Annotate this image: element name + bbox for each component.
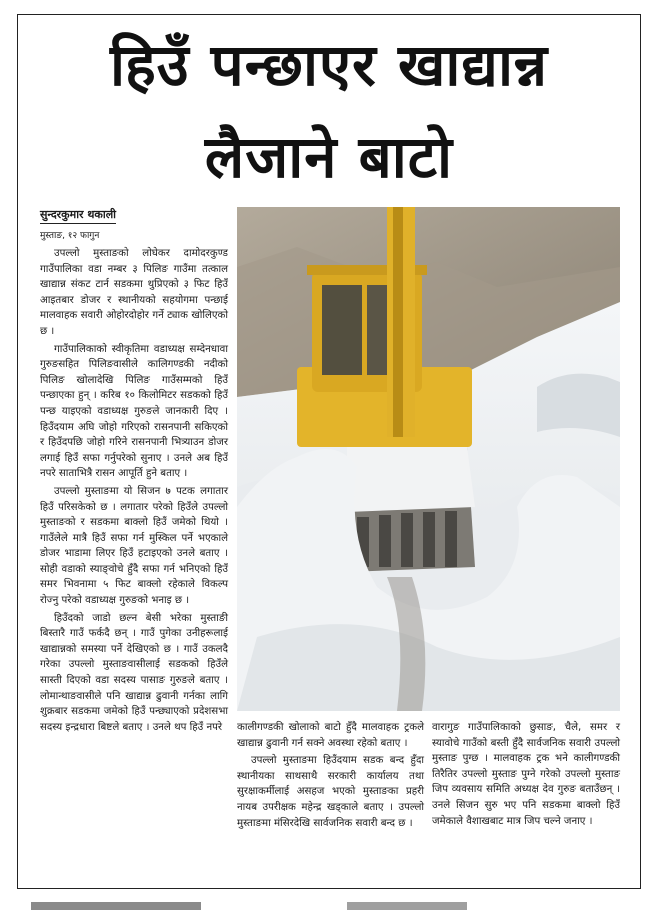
dateline: मुस्ताङ, १२ फागुन (40, 231, 100, 241)
paragraph: उपल्लो मुस्ताङमा यो सिजन ७ पटक लगातार हिउँ परिसकेको छ । लगातार परेको हिउँले उपल्लो मुस्ताङको र सडकमा बाक्लो हिउँ जमेको थियो । गाउँलेले मात्रै हिउँ सफा गर्न मुस्किल पर्ने भएकाले डोजर भाडामा लिएर हिउँ हटाइएको उनले बताए । सोही वडाको स्याङ्वोचे हुँदै सफा गर्न भनिएको हिउँ समर भिवनामा ५ फिट बाक्लो रहेकाले विकल्प रोज्नु परेको वडाध्यक्ष गुरुङको भनाइ छ । (40, 485, 228, 607)
paragraph: कालीगण्डकी खोलाको बाटो हुँदै मालवाहक ट्रकले खाद्यान्न ढुवानी गर्न सक्ने अवस्था रहेको बताए । (237, 722, 424, 749)
paragraph: हिउँदको जाडो छल्न बेसी भरेका मुस्ताङी बिस्तारै गाउँ फर्कदै छन् । गाउँ पुगेका उनीहरूलाई खाद्यान्नको समस्या पर्ने देखिएको छ । गाउँ उकलदै गरेका उपल्लो मुस्ताङवासीलाई सडकको हिउँले सास्ती दिएको वडा सदस्य पासाङ गुरुङले बताए । लोमान्थाङवासीले पनि खाद्यान्न ढुवानी गर्नका लागि शुक्रबार सडकमा जमेको हिउँ पन्छ्याएको प्रदेशसभा सदस्य इन्द्रधारा बिष्टले बताए । उनले थप हिउँ नपरे (40, 612, 228, 733)
headline-line-1: हिउँ पन्छाएर खाद्यान्न (109, 31, 549, 99)
byline (40, 207, 228, 224)
paragraph: गाउँपालिकाको स्वीकृतिमा वडाध्यक्ष सम्देनधावा गुरुङसहित पिलिङवासीले कालिगण्डकी नदीको पिलिङ खोलादेखि पिलिङ गाउँसम्मको हिउँ पन्छाएका हुन् । करिब १० किलोमिटर सडकको हिउँ पन्छ याइएको वडाध्यक्ष गुरुङले जानकारी दिए । हिउँदयाम अघि जोहो गरिएको रासनपानी सकिएको र हिउँदपछि जोहो गरिने रासनपानी भित्र्याउन डोजर लगाई हिउँ सफा गर्नुपरेको सुनाए । उनले अब हिउँ नपरे साताभित्रै रासन आपूर्ति हुने बताए । (40, 343, 228, 480)
author-name: सुन्दरकुमार थकाली (40, 207, 116, 224)
paragraph: वारागुङ गाउँपालिकाको छुसाङ, चैले, समर र स्यावोचे गाउँको बस्ती हुँदै सार्वजनिक सवारी उपल्लो मुस्ताङ पुग्छ । मालवाहक ट्रक भने कालीगण्डकी तिरैतिर उपल्लो मुस्ताङ पुग्ने गरेको उपल्लो मुस्ताङ जिप व्यवसाय समिति अध्यक्ष देव गुरुङ बताउँछन् । उनले सिजन सुरु भए पनि सडकमा बाक्लो हिउँ जमेकाले वैशाखबाट मात्र जिप चल्ने जनाए । (432, 722, 620, 827)
cutoff-text-fragments (17, 892, 641, 910)
paragraph: उपल्लो मुस्ताङमा हिउँदयाम सडक बन्द हुँदा स्थानीयका साथसाथै सरकारी कार्यालय तथा सुरक्षाकर्मीलाई असहज भएको मुस्ताङका प्रहरी नायब उपरीक्षक महेन्द्र खड्काले बताए । उपल्लो मुस्ताङमा मंसिरदेखि सार्वजनिक सवारी बन्द छ । (237, 755, 424, 829)
next-article-cutoff (17, 892, 641, 910)
news-photo-excavator (237, 207, 620, 711)
article-column-1 (40, 246, 228, 737)
photo-illustration (237, 207, 620, 711)
article-column-2 (237, 720, 424, 833)
article-column-3 (432, 720, 620, 831)
paragraph: उपल्लो मुस्ताङको लोघेकर दामोदरकुण्ड गाउँपालिका वडा नम्बर ३ पिलिङ गाउँमा तत्काल खाद्यान्न संकट टार्न सडकमा थुप्रिएको ३ फिट हिउँ आइतबार डोजर र स्थानीयको सहयोगमा पन्छाई मालवाहक सवारी ओहोरदोहोर गर्ने ट्याक खोलिएको छ । (40, 248, 228, 337)
headline-line-2: लैजाने बाटो (204, 123, 454, 191)
